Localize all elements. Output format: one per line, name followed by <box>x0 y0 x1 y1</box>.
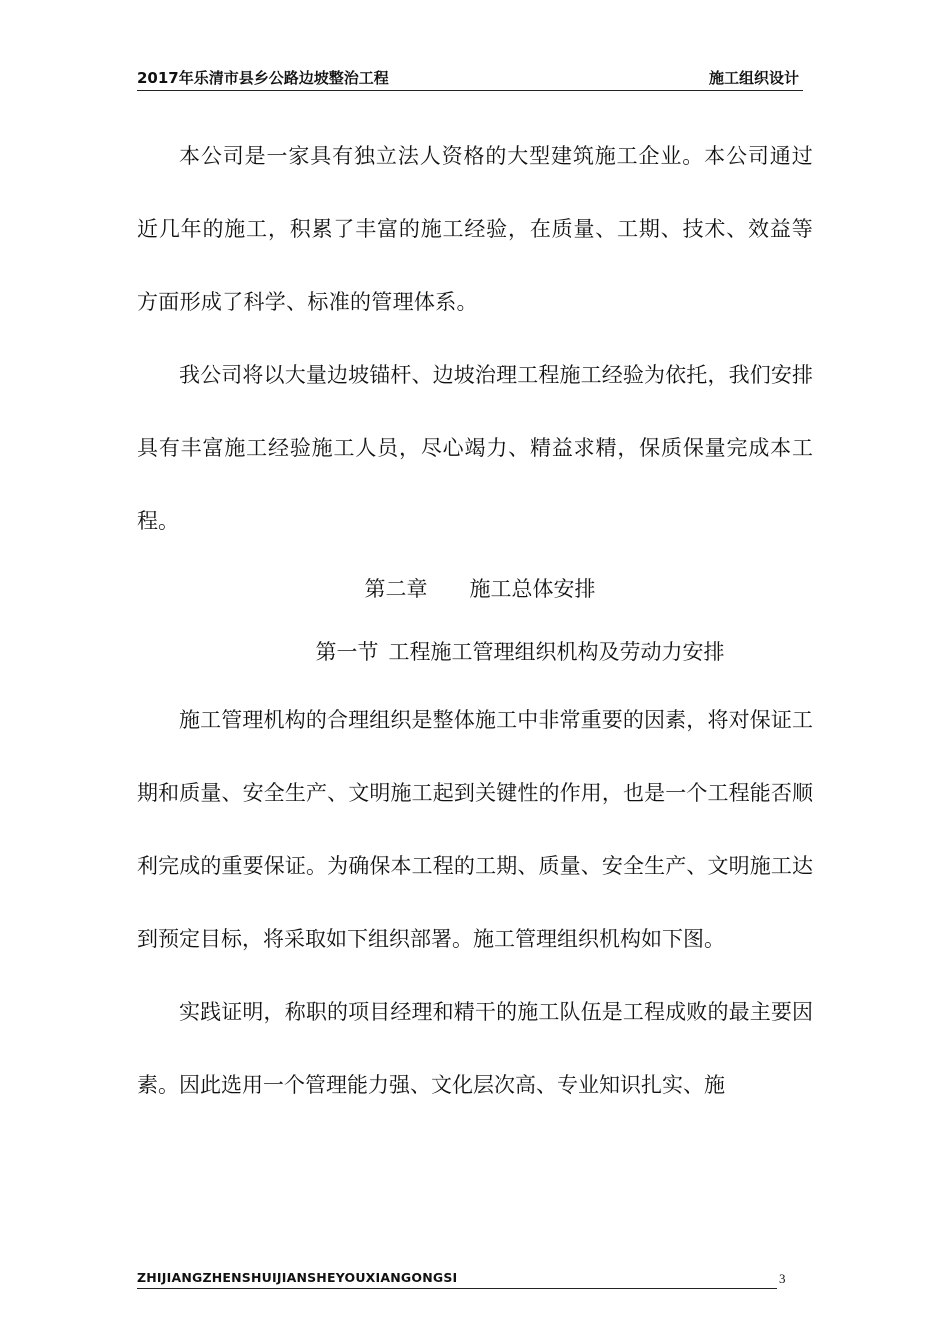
paragraph-company-intro: 本公司是一家具有独立法人资格的大型建筑施工企业。本公司通过近几年的施工，积累了丰富的施工经验，在质量、工期、技术、效益等方面形成了科学、标准的管理体系。 <box>137 144 813 314</box>
paragraph-organization: 施工管理机构的合理组织是整体施工中非常重要的因素，将对保证工期和质量、安全生产、文明施工起到关键性的作用，也是一个工程能否顺利完成的重要保证。为确保本工程的工期、质量、安全生产、文明施工达到预定目标，将采取如下组织部署。施工管理组织机构如下图。 <box>137 708 813 951</box>
section-heading <box>137 621 813 684</box>
header-document-type: 施工组织设计 <box>708 69 799 87</box>
page-number: 3 <box>779 1271 786 1286</box>
document-body <box>137 120 813 1122</box>
section-number: 第一节 <box>315 640 379 664</box>
chapter-heading <box>137 558 813 621</box>
chapter-title: 施工总体安排 <box>469 577 596 601</box>
page-footer <box>137 1268 803 1290</box>
header-project-title: 2017年乐清市县乡公路边坡整治工程 <box>137 69 389 87</box>
footer-company-name: ZHIJIANGZHENSHUIJIANSHEYOUXIANGONGSI <box>137 1268 777 1289</box>
paragraph-commitment: 我公司将以大量边坡锚杆、边坡治理工程施工经验为依托，我们安排具有丰富施工经验施工人员，尽心竭力、精益求精，保质保量完成本工程。 <box>137 363 813 533</box>
paragraph-practice: 实践证明，称职的项目经理和精干的施工队伍是工程成败的最主要因素。因此选用一个管理能力强、文化层次高、专业知识扎实、施 <box>137 1000 813 1097</box>
chapter-number: 第二章 <box>364 577 428 601</box>
page-header <box>137 66 803 91</box>
section-title: 工程施工管理组织机构及劳动力安排 <box>388 640 725 664</box>
